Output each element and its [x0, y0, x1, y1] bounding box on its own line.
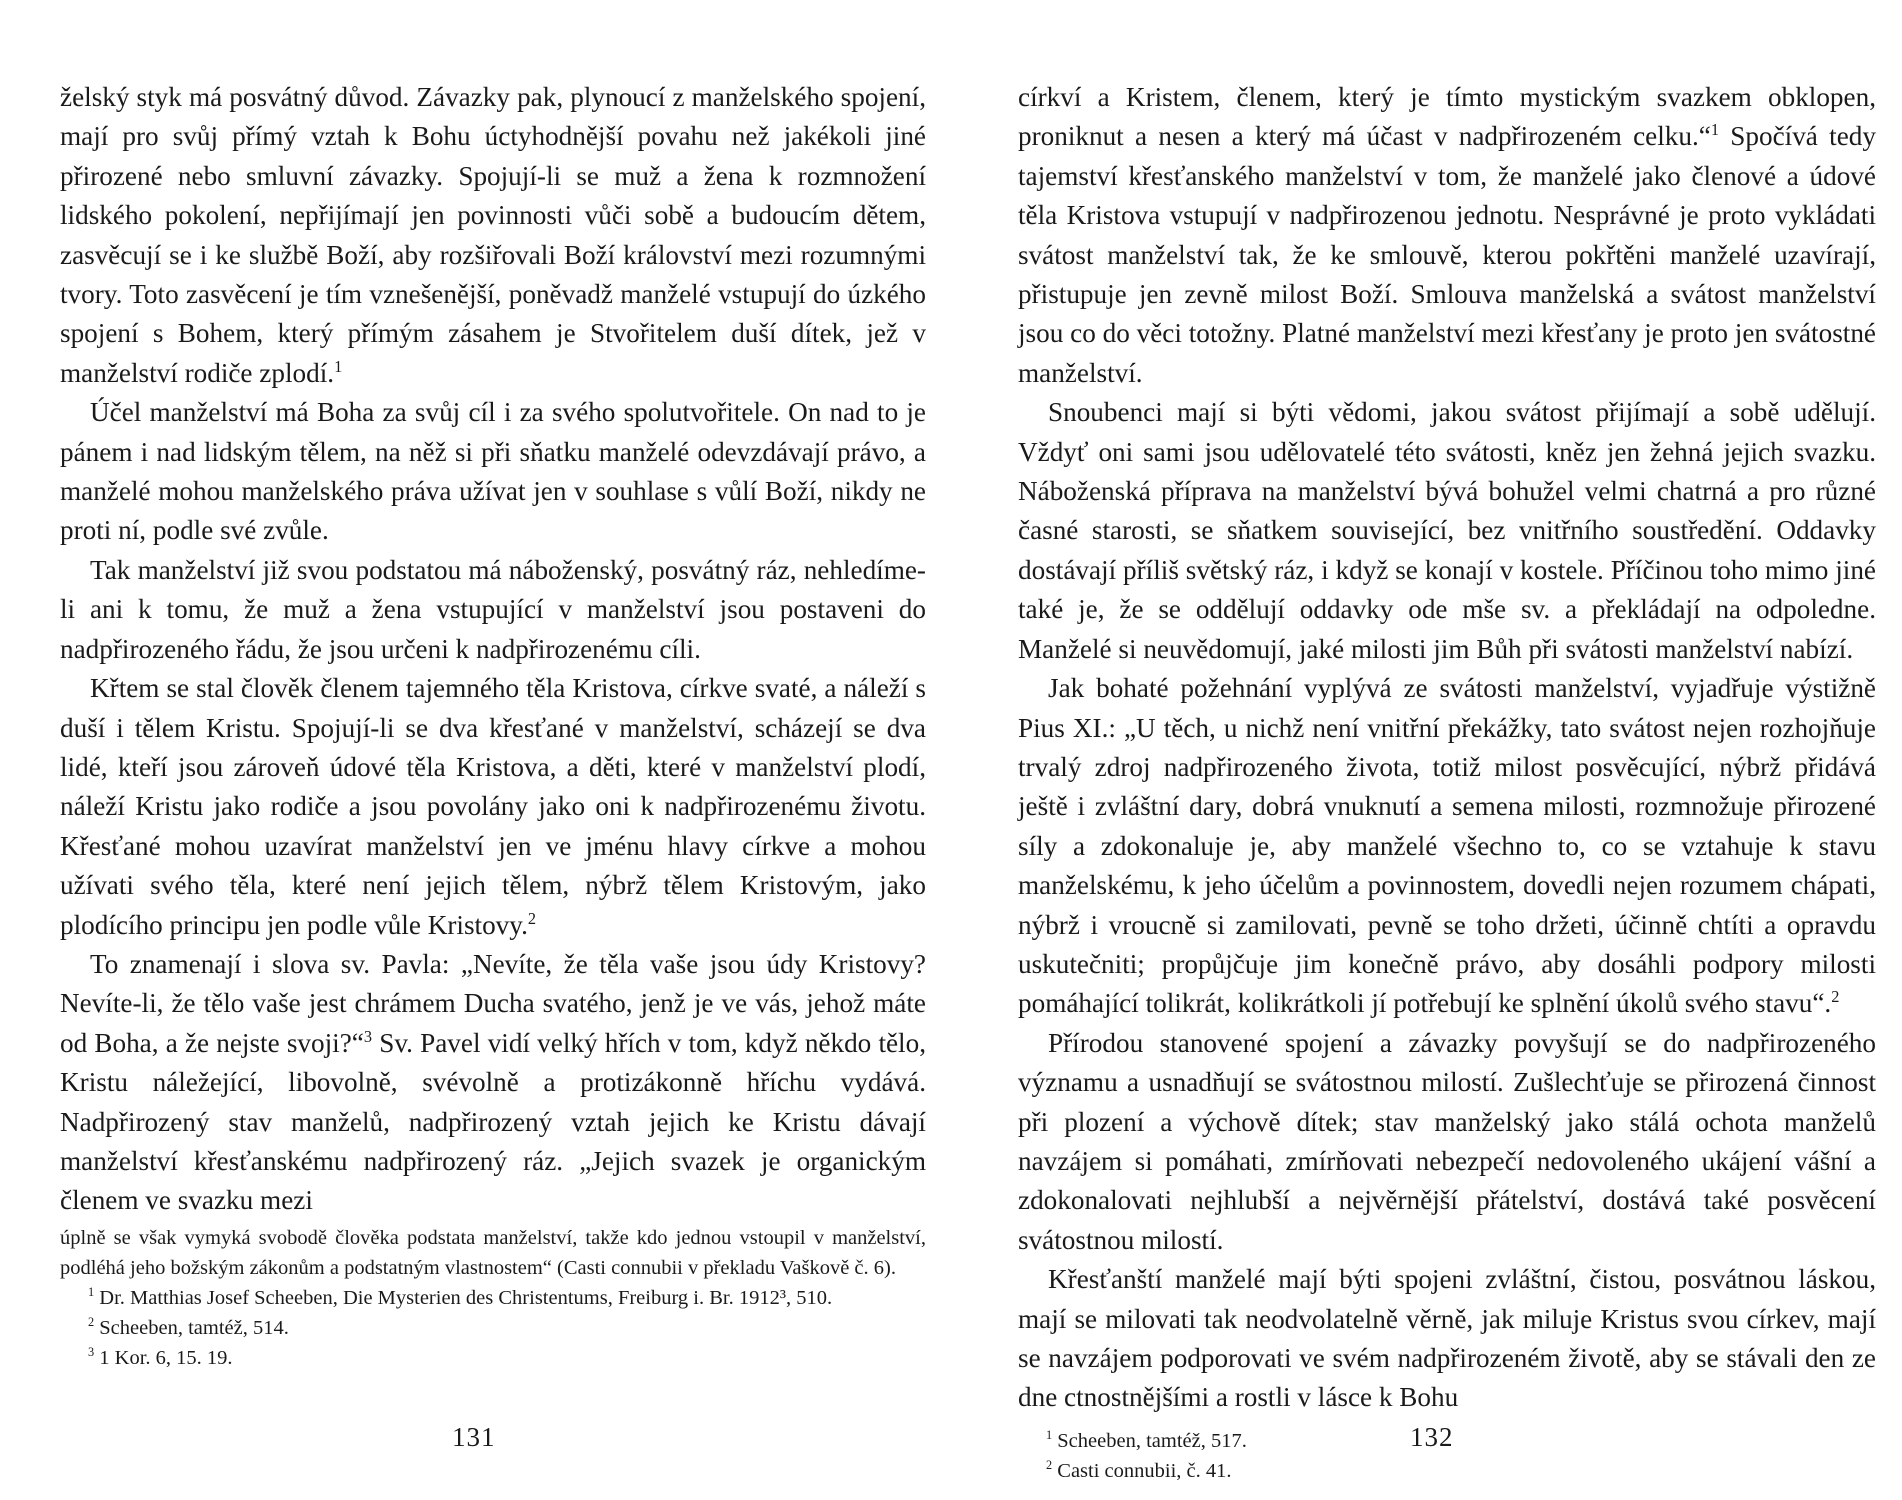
paragraph: Snoubenci mají si býti vědomi, jakou svátost přijímají a sobě udělují. Vždyť oni sami jsou udělovatelé této svátosti, kněz jen žehná jejich svazku. Náboženská příprava na manželství bývá bohužel velmi chatrná a pro různé časné starosti, se sňatkem související, bez vnitřního soustředění. Oddavky dostávají příliš světský ráz, i když se konají v kostele. Příčinou toho mimo jiné také je, že se oddělují oddavky ode mše sv. a překládají na odpoledne. Manželé si neuvědomují, jaké milosti jim Bůh při svátosti manželství nabízí.	[1018, 397, 1876, 664]
paragraph: želský styk má posvátný důvod. Závazky pak, plynoucí z manželského spojení, mají pro svůj přímý vztah k Bohu úctyhodnější povahu než jakékoli jiné přirozené nebo smluvní závazky. Spojují-li se muž a žena k rozmnožení lidského pokolení, nepřijímají jen povinnosti vůči sobě a budoucím dětem, zasvěcují se i ke službě Boží, aby rozšiřovali Boží království mezi rozumnými tvory. Toto zasvěcení je tím vznešenější, poněvadž manželé vstupují do úzkého spojení s Bohem, který přímým zásahem je Stvořitelem duší dítek, jež v manželství rodiče zplodí.$^1$	[60, 82, 926, 388]
footnote: úplně se však vymyká svobodě člověka podstata manželství, takže kdo jednou vstoupil v manželství, podléhá jeho božským zákonům a podstatným vlastnostem“ (Casti connubii v překladu Vaškově č. 6).	[60, 1226, 926, 1279]
footnote: $^1$ Dr. Matthias Josef Scheeben, Die Mysterien des Christentums, Freiburg i. Br. 1912³, 510.	[88, 1284, 833, 1309]
footnote-mark: 2	[88, 1314, 95, 1329]
right-page-body	[1018, 78, 1876, 1418]
paragraph: Křesťanští manželé mají býti spojeni zvláštní, čistou, posvátnou láskou, mají se milovati tak neodvolatelně věrně, jak miluje Kristus svou církev, mají se navzájem podporovati ve svém nadpřirozeném životě, aby se stávali den ze dne ctnostnějšími a rostli v lásce k Bohu	[1018, 1264, 1876, 1413]
footnote: $^3$ 1 Kor. 6, 15. 19.	[88, 1344, 233, 1369]
paragraph: Přírodou stanovené spojení a závazky povyšují se do nadpřirozeného významu a usnadňují se svátostnou milostí. Zušlechťuje se přirozená činnost při plození a výchově dítek; stav manželský jako stálá ochota manželů navzájem si pomáhati, zmírňovati nebezpečí nedovoleného ukájení vášní a zdokonalovati nejhlubší a nejvěrnější přátelství, dostává také posvěcení svátostnou milostí.	[1018, 1027, 1876, 1255]
footnote-mark: 1	[1046, 1427, 1053, 1442]
paragraph: církví a Kristem, členem, který je tímto mystickým svazkem obklopen, proniknut a nesen a který má účast v nadpřirozeném celku.“$^1$ Spočívá tedy tajemství křesťanského manželství v tom, že manželé jako členové a údové těla Kristova vstupují v nadpřirozenou jednotu. Nesprávné je proto vykládati svátost manželství tak, že ke smlouvě, kterou pokřtěni manželé uzavírají, přistupuje jen zevně milost Boží. Smlouva manželská a svátost manželství jsou co do věci totožny. Platné manželství mezi křesťany je proto jen svátostné manželství.	[1018, 82, 1876, 388]
footnote-mark: 1	[88, 1284, 95, 1299]
right-page	[1018, 78, 1876, 1486]
left-page-footnotes	[60, 1223, 926, 1373]
footnote-reference: 1	[334, 356, 343, 376]
footnote: $^2$ Casti connubii, č. 41.	[1046, 1457, 1232, 1482]
paragraph: To znamenají i slova sv. Pavla: „Nevíte, že těla vaše jsou údy Kristovy? Nevíte-li, že tělo vaše jest chrámem Ducha svatého, jenž je ve vás, jehož máte od Boha, a že nejste svoji?“$^3$ Sv. Pavel vidí velký hřích v tom, když někdo tělo, Kristu náležející, libovolně, svévolně a protizákonně hříchu vydává. Nadpřirozený stav manželů, nadpřirozený vztah jejich ke Kristu dávají manželství křesťanskému nadpřirozený ráz. „Jejich svazek je organickým členem ve svazku mezi	[60, 948, 927, 1216]
footnote-reference: 3	[363, 1026, 373, 1046]
left-page	[60, 78, 926, 1373]
paragraph: Křtem se stal člověk členem tajemného těla Kristova, církve svaté, a náleží s duší i tělem Kristu. Spojují-li se dva křesťané v manželství, scházejí se dva lidé, kteří jsou zároveň údové těla Kristova, a děti, které v manželství plodí, náleží Kristu jako rodiče a jsou povolány jako oni k nadpřirozenému životu. Křesťané mohou uzavírat manželství jen ve jménu hlavy církve a mohou užívati svého těla, které není jejich tělem, nýbrž tělem Kristovým, jako plodícího principu jen podle vůle Kristovy.$^2$	[60, 673, 926, 940]
paragraph: Tak manželství již svou podstatou má náboženský, posvátný ráz, nehledíme-li ani k tomu, že muž a žena vstupující v manželství jsou postaveni do nadpřirozeného řádu, že jsou určeni k nadpřirozenému cíli.	[60, 554, 926, 664]
footnote-mark: 3	[88, 1344, 95, 1359]
footnote-reference: 2	[527, 908, 537, 928]
footnote-reference: 2	[1831, 987, 1840, 1007]
footnote-mark: 2	[1046, 1457, 1053, 1472]
page-number: 132	[1410, 1422, 1454, 1452]
paragraph: Účel manželství má Boha za svůj cíl i za svého spolutvořitele. On nad to je pánem i nad lidským tělem, na něž si při sňatku manželé odevzdávají právo, a manželé mohou manželského práva užívat jen v souhlase s vůlí Boží, nikdy ne proti ní, podle své zvůle.	[60, 397, 926, 546]
page-number: 131	[452, 1422, 496, 1452]
footnote: $^1$ Scheeben, tamtéž, 517.	[1046, 1427, 1247, 1452]
footnote: $^2$ Scheeben, tamtéž, 514.	[88, 1314, 289, 1339]
left-page-body	[60, 78, 926, 1221]
paragraph: Jak bohaté požehnání vyplývá ze svátosti manželství, vyjadřuje výstižně Pius XI.: „U těch, u nichž není vnitřní překážky, tato svátost nejen rozhojňuje trvalý zdroj nadpřirozeného života, totiž milost posvěcující, nýbrž přidává ještě i zvláštní dary, dobrá vnuknutí a semena milosti, rozmnožuje přirozené síly a zdokonaluje je, aby manželé všechno to, co se vztahuje k stavu manželskému, k jeho účelům a povinnostem, dovedli nejen rozumem chápati, nýbrž i vroucně si zamilovati, pevně se toho držeti, účinně chtíti a opravdu uskutečniti; propůjčuje jim konečně právo, aby dosáhli podpory milosti pomáhající tolikrát, kolikrátkoli jí potřebují ke splnění úkolů svého stavu“.$^2$	[1018, 673, 1876, 1019]
footnote-reference: 1	[1710, 120, 1719, 140]
